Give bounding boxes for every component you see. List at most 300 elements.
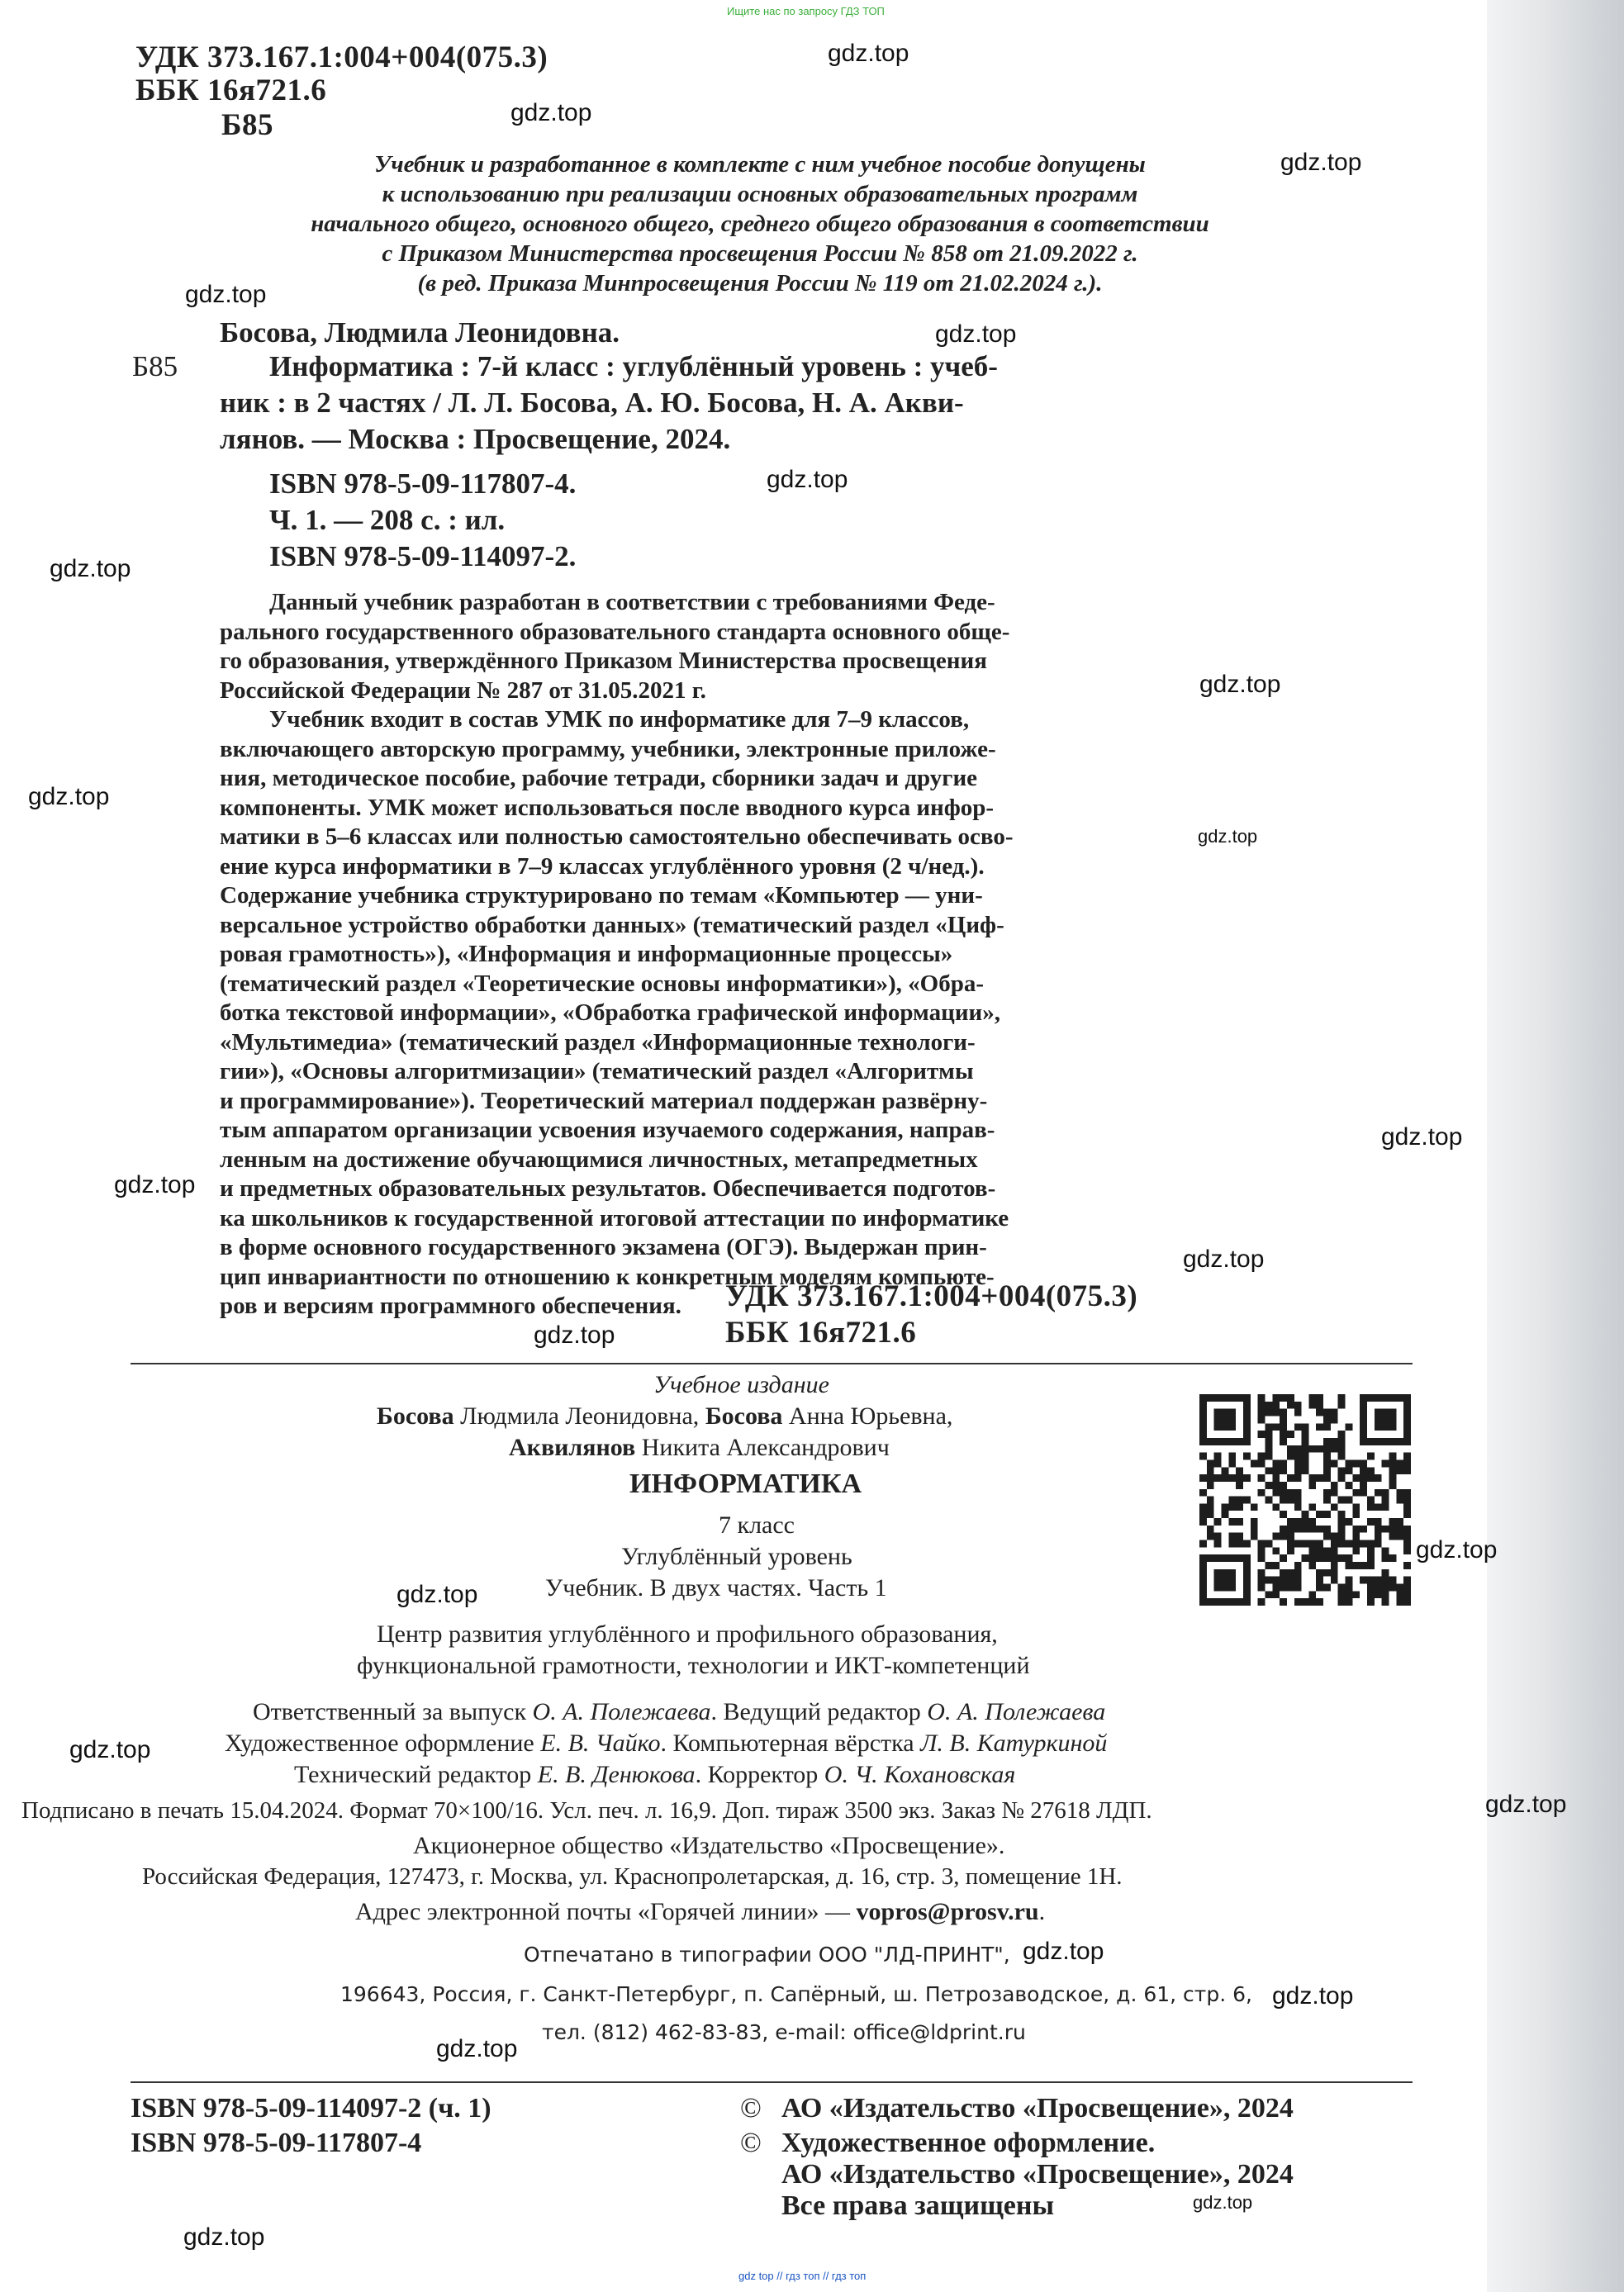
qr-module — [1360, 1438, 1367, 1445]
qr-module — [1323, 1459, 1331, 1467]
watermark: gdz.top — [1183, 1246, 1265, 1273]
qr-module — [1316, 1584, 1323, 1592]
qr-module — [1221, 1511, 1228, 1518]
qr-module — [1199, 1540, 1207, 1548]
qr-module — [1352, 1474, 1360, 1482]
imprint-part: Учебник. В двух частях. Часть 1 — [545, 1574, 887, 1602]
qr-module — [1346, 1554, 1353, 1562]
qr-module — [1382, 1416, 1389, 1423]
qr-module — [1221, 1503, 1228, 1511]
qr-module — [1316, 1511, 1323, 1518]
abstract-line: ленным на достижение обучающимися личностных, метапредметных — [220, 1146, 978, 1173]
abstract-line: в форме основного государственного экзамена (ОГЭ). Выдержан прин- — [220, 1234, 987, 1260]
qr-module — [1367, 1554, 1375, 1562]
qr-module — [1360, 1489, 1367, 1497]
qr-module — [1243, 1569, 1251, 1577]
qr-module — [1331, 1540, 1338, 1548]
qr-module — [1236, 1503, 1243, 1511]
qr-module — [1308, 1598, 1316, 1606]
qr-module — [1338, 1445, 1346, 1453]
qr-module — [1331, 1482, 1338, 1489]
qr-module — [1280, 1394, 1287, 1402]
qr-module — [1323, 1445, 1331, 1453]
qr-module — [1316, 1402, 1323, 1409]
qr-module — [1338, 1511, 1346, 1518]
qr-module — [1403, 1584, 1411, 1592]
watermark: gdz.top — [935, 320, 1017, 348]
qr-module — [1403, 1459, 1411, 1467]
abstract-line: ров и версиям программного обеспечения. — [220, 1293, 681, 1319]
qr-module — [1382, 1489, 1389, 1497]
qr-module — [1403, 1598, 1411, 1606]
qr-module — [1199, 1584, 1207, 1592]
imprint-authors-line-1 — [377, 1402, 952, 1431]
abstract-line: рального государственного образовательного стандарта основного обще- — [220, 618, 1010, 645]
qr-module — [1360, 1394, 1367, 1402]
qr-module — [1382, 1423, 1389, 1431]
qr-module — [1389, 1554, 1397, 1562]
qr-module — [1258, 1453, 1265, 1460]
qr-module — [1272, 1467, 1280, 1474]
qr-module — [1272, 1577, 1280, 1584]
qr-module — [1221, 1423, 1228, 1431]
qr-module — [1323, 1584, 1331, 1592]
qr-module — [1331, 1409, 1338, 1416]
qr-module — [1382, 1584, 1389, 1592]
approval-line-2: к использованию при реализации основных образовательных программ — [382, 181, 1138, 207]
abstract-line: ботка текстовой информации», «Обработка графической информации», — [220, 999, 1000, 1026]
qr-module — [1352, 1526, 1360, 1533]
qr-module — [1346, 1482, 1353, 1489]
qr-module — [1228, 1497, 1236, 1504]
qr-module — [1331, 1445, 1338, 1453]
qr-module — [1338, 1526, 1346, 1533]
qr-module — [1316, 1474, 1323, 1482]
qr-module — [1214, 1438, 1222, 1445]
qr-module — [1287, 1489, 1294, 1497]
qr-module — [1265, 1445, 1272, 1453]
qr-module — [1308, 1474, 1316, 1482]
qr-module — [1199, 1569, 1207, 1577]
staff-role: . Компьютерная вёрстка — [660, 1730, 921, 1757]
qr-module — [1367, 1591, 1375, 1598]
qr-module — [1258, 1584, 1265, 1592]
qr-module — [1338, 1467, 1346, 1474]
qr-module — [1199, 1591, 1207, 1598]
qr-module — [1207, 1482, 1214, 1489]
qr-module — [1280, 1526, 1287, 1533]
qr-module — [1382, 1438, 1389, 1445]
qr-module — [1243, 1584, 1251, 1592]
qr-module — [1338, 1474, 1346, 1482]
qr-module — [1221, 1394, 1228, 1402]
qr-module — [1382, 1547, 1389, 1554]
qr-module — [1287, 1547, 1294, 1554]
qr-module — [1243, 1409, 1251, 1416]
qr-module — [1287, 1402, 1294, 1409]
qr-module — [1243, 1554, 1251, 1562]
qr-module — [1280, 1438, 1287, 1445]
qr-module — [1375, 1526, 1382, 1533]
qr-module — [1294, 1518, 1302, 1526]
qr-module — [1367, 1518, 1375, 1526]
qr-module — [1331, 1577, 1338, 1584]
abstract-line: версальное устройство обработки данных» (тематический раздел «Циф- — [220, 911, 1004, 938]
watermark: gdz.top — [1485, 1791, 1567, 1818]
qr-module — [1287, 1540, 1294, 1548]
qr-module — [1403, 1489, 1411, 1497]
qr-module — [1272, 1402, 1280, 1409]
qr-module — [1280, 1416, 1287, 1423]
qr-module — [1331, 1416, 1338, 1423]
qr-module — [1236, 1467, 1243, 1474]
qr-module — [1352, 1489, 1360, 1497]
qr-module — [1294, 1569, 1302, 1577]
qr-module — [1389, 1394, 1397, 1402]
qr-module — [1207, 1554, 1214, 1562]
email-line — [355, 1898, 1045, 1926]
watermark: gdz.top — [1272, 1982, 1354, 2010]
qr-module — [1331, 1562, 1338, 1569]
abstract-line: гии»), «Основы алгоритмизации» (тематический раздел «Алгоритмы — [220, 1058, 974, 1084]
qr-module — [1396, 1526, 1403, 1533]
center-line-1: Центр развития углублённого и профильного образования, — [377, 1621, 998, 1648]
author-surname: Босова — [705, 1402, 783, 1430]
qr-module — [1308, 1540, 1316, 1548]
qr-module — [1221, 1438, 1228, 1445]
qr-module — [1338, 1497, 1346, 1504]
qr-module — [1221, 1598, 1228, 1606]
abstract-line: ка школьников к государственной итоговой аттестации по информатике — [220, 1204, 1009, 1231]
qr-module — [1294, 1459, 1302, 1467]
abstract-line: и программирование»). Теоретический материал поддержан развёрну- — [220, 1087, 988, 1114]
qr-module — [1243, 1431, 1251, 1438]
abstract-line: Содержание учебника структурировано по темам «Компьютер — уни- — [220, 882, 983, 909]
qr-module — [1403, 1438, 1411, 1445]
qr-module — [1199, 1402, 1207, 1409]
qr-module — [1323, 1526, 1331, 1533]
qr-module — [1214, 1474, 1222, 1482]
qr-module — [1308, 1394, 1316, 1402]
qr-module — [1403, 1423, 1411, 1431]
abstract-line: го образования, утверждённого Приказом Министерства просвещения — [220, 648, 987, 674]
watermark: gdz.top — [114, 1171, 196, 1198]
qr-module — [1221, 1584, 1228, 1592]
staff-role: . Корректор — [695, 1761, 824, 1788]
watermark: gdz.top — [1023, 1938, 1104, 1965]
qr-module — [1199, 1503, 1207, 1511]
qr-module — [1236, 1438, 1243, 1445]
qr-module — [1375, 1503, 1382, 1511]
qr-module — [1294, 1474, 1302, 1482]
qr-module — [1331, 1438, 1338, 1445]
qr-module — [1265, 1453, 1272, 1460]
qr-module — [1338, 1584, 1346, 1592]
copyright-text-2: Художественное оформление. — [781, 2128, 1156, 2158]
watermark: gdz.top — [1416, 1536, 1498, 1564]
qr-module — [1199, 1518, 1207, 1526]
qr-module — [1207, 1459, 1214, 1467]
qr-module — [1338, 1533, 1346, 1540]
qr-module — [1375, 1540, 1382, 1548]
qr-module — [1403, 1547, 1411, 1554]
qr-module — [1272, 1489, 1280, 1497]
qr-module — [1389, 1474, 1397, 1482]
qr-module — [1375, 1394, 1382, 1402]
abstract-line: «Мультимедиа» (тематический раздел «Информационные технологи- — [220, 1028, 976, 1056]
abstract-line: матики в 5–6 классах или полностью самостоятельно обеспечивать осво- — [220, 823, 1014, 850]
qr-module — [1316, 1409, 1323, 1416]
qr-module — [1396, 1533, 1403, 1540]
qr-module — [1287, 1394, 1294, 1402]
qr-module — [1294, 1598, 1302, 1606]
qr-module — [1294, 1503, 1302, 1511]
qr-module — [1258, 1577, 1265, 1584]
qr-module — [1214, 1569, 1222, 1577]
qr-module — [1294, 1489, 1302, 1497]
qr-module — [1403, 1416, 1411, 1423]
qr-module — [1367, 1540, 1375, 1548]
qr-module — [1367, 1394, 1375, 1402]
qr-module — [1199, 1598, 1207, 1606]
copyright-text-4: Все права защищены — [781, 2190, 1055, 2221]
qr-module — [1389, 1577, 1397, 1584]
qr-module — [1258, 1598, 1265, 1606]
qr-module — [1302, 1453, 1309, 1460]
footer-bbk: ББК 16я721.6 — [725, 1316, 917, 1350]
qr-module — [1214, 1598, 1222, 1606]
header-code: Б85 — [221, 108, 273, 142]
qr-module — [1265, 1438, 1272, 1445]
qr-module — [1280, 1459, 1287, 1467]
qr-module — [1308, 1547, 1316, 1554]
qr-module — [1308, 1526, 1316, 1533]
qr-module — [1207, 1474, 1214, 1482]
qr-module — [1221, 1577, 1228, 1584]
qr-module — [1389, 1482, 1397, 1489]
author-name: Людмила Леонидовна, — [453, 1402, 705, 1430]
qr-module — [1346, 1467, 1353, 1474]
author-surname: Босова — [377, 1402, 454, 1430]
qr-module — [1287, 1533, 1294, 1540]
qr-module — [1236, 1533, 1243, 1540]
qr-module — [1221, 1474, 1228, 1482]
qr-module — [1389, 1438, 1397, 1445]
qr-module — [1403, 1540, 1411, 1548]
qr-module — [1375, 1438, 1382, 1445]
qr-module — [1236, 1482, 1243, 1489]
imprint-authors-line-2 — [509, 1434, 890, 1462]
publisher: Акционерное общество «Издательство «Просвещение». — [413, 1832, 1005, 1859]
qr-module — [1251, 1533, 1258, 1540]
qr-module — [1294, 1409, 1302, 1416]
copyright-symbol: © — [740, 2128, 762, 2158]
qr-module — [1323, 1547, 1331, 1554]
qr-module — [1346, 1459, 1353, 1467]
abstract-line: ение курса информатики в 7–9 классах углублённого уровня (2 ч/нед.). — [220, 852, 985, 880]
qr-module — [1221, 1409, 1228, 1416]
qr-module — [1214, 1453, 1222, 1460]
watermark: gdz.top — [1199, 671, 1281, 698]
qr-module — [1316, 1526, 1323, 1533]
qr-module — [1228, 1554, 1236, 1562]
qr-module — [1258, 1474, 1265, 1482]
qr-module — [1294, 1402, 1302, 1409]
watermark: gdz.top — [28, 783, 110, 810]
qr-module — [1367, 1577, 1375, 1584]
qr-module — [1265, 1409, 1272, 1416]
qr-module — [1228, 1540, 1236, 1548]
qr-module — [1331, 1533, 1338, 1540]
qr-module — [1382, 1554, 1389, 1562]
qr-module — [1352, 1591, 1360, 1598]
qr-module — [1323, 1416, 1331, 1423]
abstract-line: тым аппаратом организации усвоения изучаемого содержания, направ- — [220, 1117, 995, 1143]
qr-module — [1280, 1569, 1287, 1577]
qr-module — [1302, 1540, 1309, 1548]
biblio-isbn-line-1: ISBN 978-5-09-117807-4. — [269, 467, 577, 500]
qr-module — [1243, 1423, 1251, 1431]
qr-module — [1346, 1598, 1353, 1606]
qr-module — [1367, 1598, 1375, 1606]
qr-module — [1308, 1554, 1316, 1562]
qr-module — [1382, 1503, 1389, 1511]
qr-module — [1228, 1584, 1236, 1592]
qr-module — [1243, 1497, 1251, 1504]
watermark: gdz.top — [510, 99, 592, 126]
qr-module — [1294, 1562, 1302, 1569]
qr-module — [1272, 1474, 1280, 1482]
qr-module — [1236, 1554, 1243, 1562]
qr-module — [1382, 1591, 1389, 1598]
qr-module — [1214, 1533, 1222, 1540]
qr-module — [1316, 1394, 1323, 1402]
qr-module — [1389, 1423, 1397, 1431]
qr-module — [1338, 1518, 1346, 1526]
qr-module — [1338, 1431, 1346, 1438]
header-udk: УДК 373.167.1:004+004(075.3) — [135, 40, 548, 74]
qr-module — [1199, 1562, 1207, 1569]
qr-module — [1396, 1467, 1403, 1474]
watermark: gdz.top — [534, 1322, 615, 1349]
qr-module — [1308, 1591, 1316, 1598]
qr-module — [1280, 1423, 1287, 1431]
qr-module — [1331, 1554, 1338, 1562]
email-end: . — [1038, 1898, 1046, 1925]
qr-module — [1302, 1445, 1309, 1453]
qr-module — [1360, 1540, 1367, 1548]
qr-module — [1346, 1562, 1353, 1569]
qr-module — [1375, 1577, 1382, 1584]
qr-module — [1199, 1431, 1207, 1438]
qr-module — [1228, 1416, 1236, 1423]
biblio-isbn-line-3: ISBN 978-5-09-114097-2. — [269, 540, 577, 572]
qr-module — [1207, 1533, 1214, 1540]
qr-module — [1207, 1511, 1214, 1518]
qr-module — [1396, 1459, 1403, 1467]
qr-module — [1243, 1453, 1251, 1460]
qr-module — [1280, 1497, 1287, 1504]
qr-module — [1294, 1445, 1302, 1453]
email-link[interactable]: vopros@prosv.ru — [856, 1898, 1039, 1925]
qr-module — [1214, 1518, 1222, 1526]
qr-module — [1272, 1409, 1280, 1416]
qr-module — [1243, 1598, 1251, 1606]
qr-module — [1199, 1394, 1207, 1402]
qr-module — [1323, 1489, 1331, 1497]
staff-role: Художественное оформление — [225, 1730, 541, 1757]
qr-module — [1346, 1584, 1353, 1592]
author-name: Анна Юрьевна, — [782, 1402, 953, 1430]
watermark: gdz.top — [436, 2035, 518, 2062]
qr-module — [1308, 1503, 1316, 1511]
staff-line-3 — [294, 1761, 1015, 1789]
qr-module — [1360, 1467, 1367, 1474]
qr-module — [1258, 1540, 1265, 1548]
qr-module — [1331, 1489, 1338, 1497]
qr-module — [1302, 1423, 1309, 1431]
qr-module — [1389, 1459, 1397, 1467]
qr-module — [1258, 1554, 1265, 1562]
qr-module — [1272, 1562, 1280, 1569]
center-line-2: функциональной грамотности, технологии и ИКТ-компетенций — [357, 1652, 1030, 1679]
qr-module — [1251, 1526, 1258, 1533]
copyright-text-1: АО «Издательство «Просвещение», 2024 — [781, 2093, 1294, 2124]
qr-module — [1221, 1467, 1228, 1474]
divider-line — [131, 1363, 1413, 1364]
watermark: gdz.top — [397, 1581, 478, 1608]
watermark: gdz.top — [767, 466, 848, 493]
qr-module — [1199, 1577, 1207, 1584]
qr-module — [1403, 1431, 1411, 1438]
qr-module — [1302, 1467, 1309, 1474]
qr-module — [1367, 1474, 1375, 1482]
qr-module — [1207, 1394, 1214, 1402]
qr-module — [1403, 1562, 1411, 1569]
qr-module — [1360, 1402, 1367, 1409]
watermark: gdz.top — [69, 1736, 151, 1763]
qr-module — [1294, 1497, 1302, 1504]
qr-module — [1396, 1591, 1403, 1598]
qr-module — [1308, 1402, 1316, 1409]
qr-module — [1396, 1518, 1403, 1526]
qr-module — [1389, 1526, 1397, 1533]
qr-module — [1199, 1423, 1207, 1431]
qr-module — [1280, 1598, 1287, 1606]
qr-module — [1302, 1554, 1309, 1562]
qr-module — [1243, 1562, 1251, 1569]
qr-module — [1214, 1459, 1222, 1467]
qr-module — [1352, 1459, 1360, 1467]
qr-module — [1265, 1402, 1272, 1409]
qr-module — [1375, 1416, 1382, 1423]
qr-module — [1396, 1394, 1403, 1402]
qr-module — [1323, 1467, 1331, 1474]
qr-module — [1243, 1394, 1251, 1402]
qr-module — [1272, 1482, 1280, 1489]
qr-code[interactable] — [1199, 1394, 1411, 1606]
staff-name: Л. В. Катуркиной — [920, 1730, 1108, 1757]
qr-module — [1331, 1547, 1338, 1554]
qr-module — [1352, 1511, 1360, 1518]
qr-module — [1403, 1497, 1411, 1504]
qr-module — [1221, 1554, 1228, 1562]
author-surname: Аквилянов — [509, 1434, 636, 1461]
qr-module — [1243, 1402, 1251, 1409]
qr-module — [1199, 1554, 1207, 1562]
qr-module — [1403, 1511, 1411, 1518]
qr-module — [1389, 1533, 1397, 1540]
